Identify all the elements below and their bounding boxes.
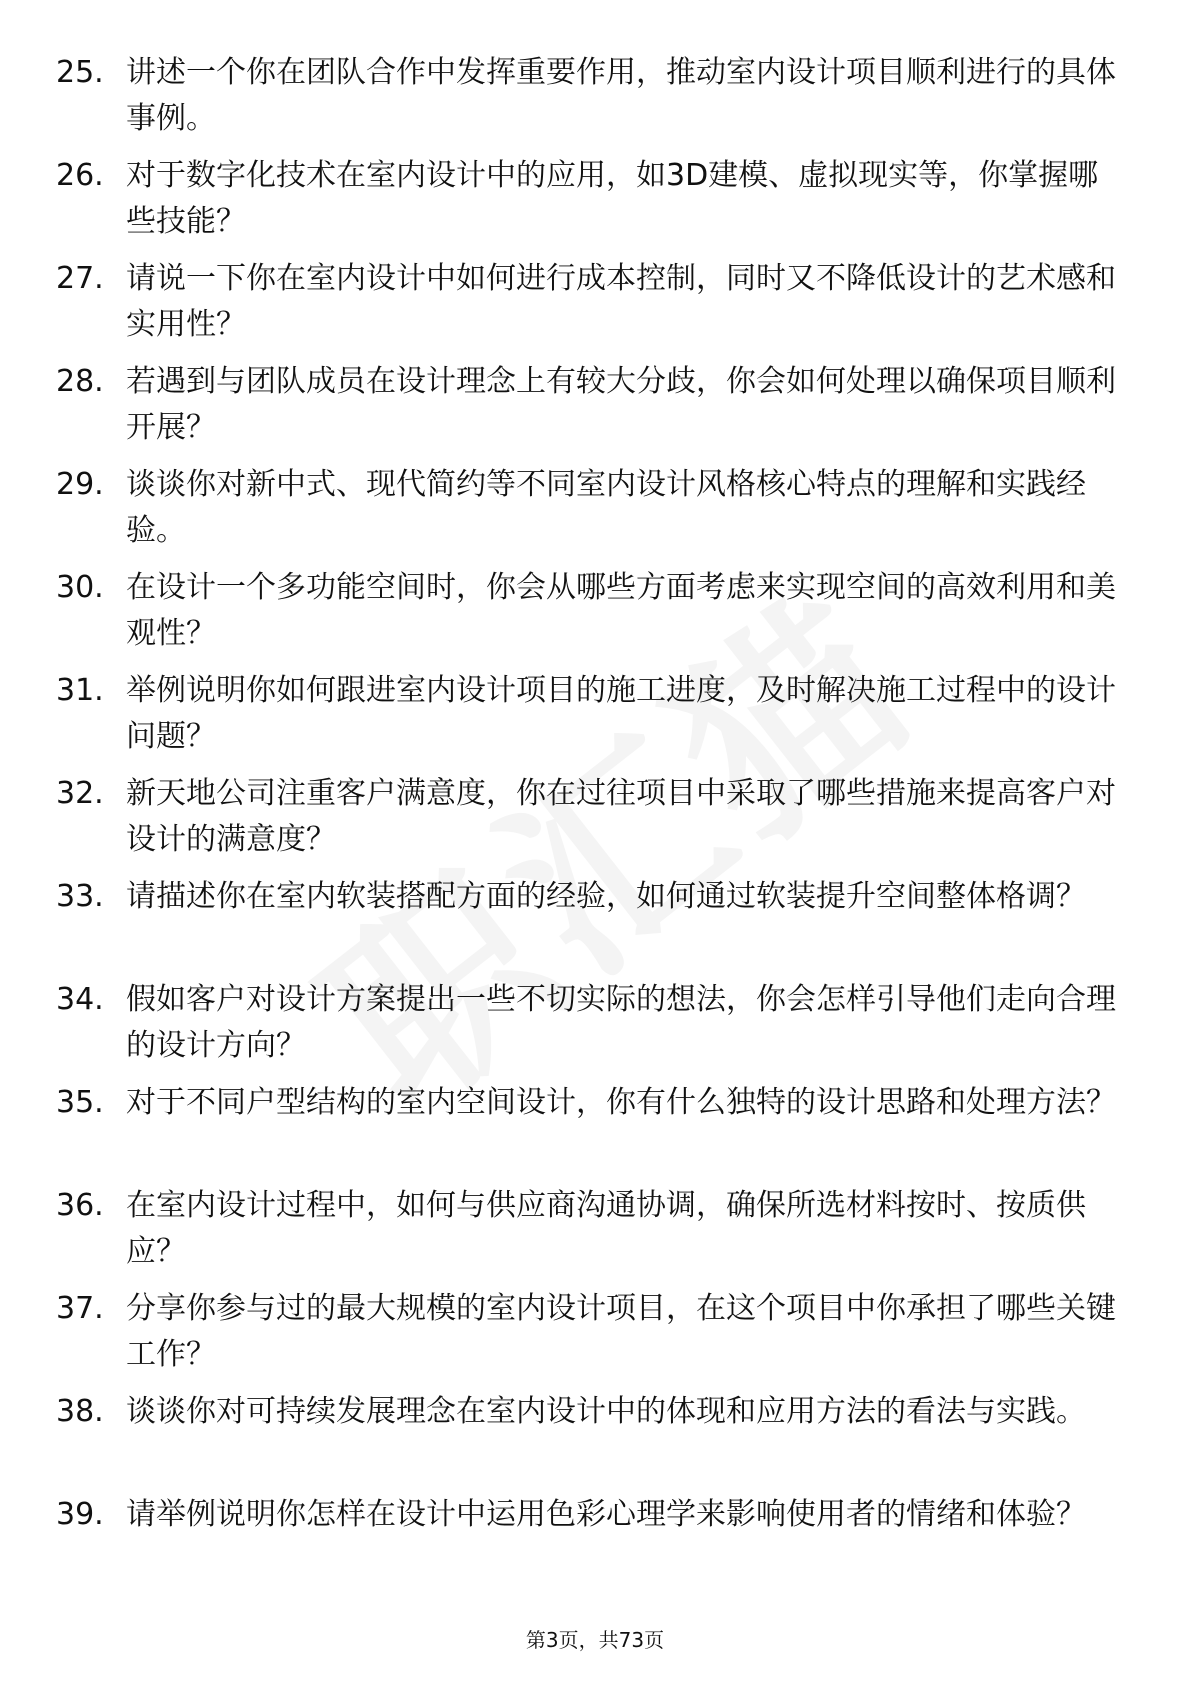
question-item xyxy=(56,1080,1116,1172)
question-number: 26. xyxy=(56,158,104,193)
question-text: 谈谈你对可持续发展理念在室内设计中的体现和应用方法的看法与实践。 xyxy=(126,1394,1086,1429)
question-number: 28. xyxy=(56,364,104,399)
question-text: 谈谈你对新中式、现代简约等不同室内设计风格核心特点的理解和实践经验。 xyxy=(126,467,1086,548)
question-text: 对于数字化技术在室内设计中的应用，如3D建模、虚拟现实等，你掌握哪些技能？ xyxy=(126,158,1099,239)
question-item xyxy=(56,977,1116,1069)
question-item xyxy=(56,359,1116,451)
question-number: 35. xyxy=(56,1085,104,1120)
question-item xyxy=(56,153,1116,245)
question-number: 27. xyxy=(56,261,104,296)
question-number: 29. xyxy=(56,467,104,502)
question-item xyxy=(56,1492,1116,1584)
question-number: 36. xyxy=(56,1188,104,1223)
question-item xyxy=(56,565,1116,657)
question-text: 若遇到与团队成员在设计理念上有较大分歧，你会如何处理以确保项目顺利开展？ xyxy=(126,364,1116,445)
question-item xyxy=(56,462,1116,554)
question-text: 在设计一个多功能空间时，你会从哪些方面考虑来实现空间的高效利用和美观性？ xyxy=(126,570,1116,651)
question-item xyxy=(56,874,1116,966)
question-text: 讲述一个你在团队合作中发挥重要作用，推动室内设计项目顺利进行的具体事例。 xyxy=(126,55,1116,136)
question-text: 新天地公司注重客户满意度，你在过往项目中采取了哪些措施来提高客户对设计的满意度？ xyxy=(126,776,1116,857)
question-number: 32. xyxy=(56,776,104,811)
question-item xyxy=(56,1286,1116,1378)
question-number: 34. xyxy=(56,982,104,1017)
question-text: 在室内设计过程中，如何与供应商沟通协调，确保所选材料按时、按质供应？ xyxy=(126,1188,1086,1269)
question-number: 38. xyxy=(56,1394,104,1429)
question-text: 请举例说明你怎样在设计中运用色彩心理学来影响使用者的情绪和体验？ xyxy=(126,1497,1086,1532)
question-number: 37. xyxy=(56,1291,104,1326)
question-text: 举例说明你如何跟进室内设计项目的施工进度，及时解决施工过程中的设计问题？ xyxy=(126,673,1116,754)
question-number: 25. xyxy=(56,55,104,90)
question-list xyxy=(56,50,1116,1595)
question-number: 39. xyxy=(56,1497,104,1532)
question-text: 请说一下你在室内设计中如何进行成本控制，同时又不降低设计的艺术感和实用性？ xyxy=(126,261,1116,342)
page-number-label: 第3页，共73页 xyxy=(525,1628,665,1652)
question-number: 33. xyxy=(56,879,104,914)
page-footer xyxy=(0,1626,1190,1654)
question-number: 30. xyxy=(56,570,104,605)
question-text: 请描述你在室内软装搭配方面的经验，如何通过软装提升空间整体格调？ xyxy=(126,879,1086,914)
question-item xyxy=(56,50,1116,142)
question-item xyxy=(56,256,1116,348)
question-text: 假如客户对设计方案提出一些不切实际的想法，你会怎样引导他们走向合理的设计方向？ xyxy=(126,982,1116,1063)
question-item xyxy=(56,668,1116,760)
question-text: 对于不同户型结构的室内空间设计，你有什么独特的设计思路和处理方法？ xyxy=(126,1085,1116,1120)
question-item xyxy=(56,1389,1116,1481)
question-number: 31. xyxy=(56,673,104,708)
question-item xyxy=(56,771,1116,863)
question-text: 分享你参与过的最大规模的室内设计项目，在这个项目中你承担了哪些关键工作？ xyxy=(126,1291,1116,1372)
question-item xyxy=(56,1183,1116,1275)
